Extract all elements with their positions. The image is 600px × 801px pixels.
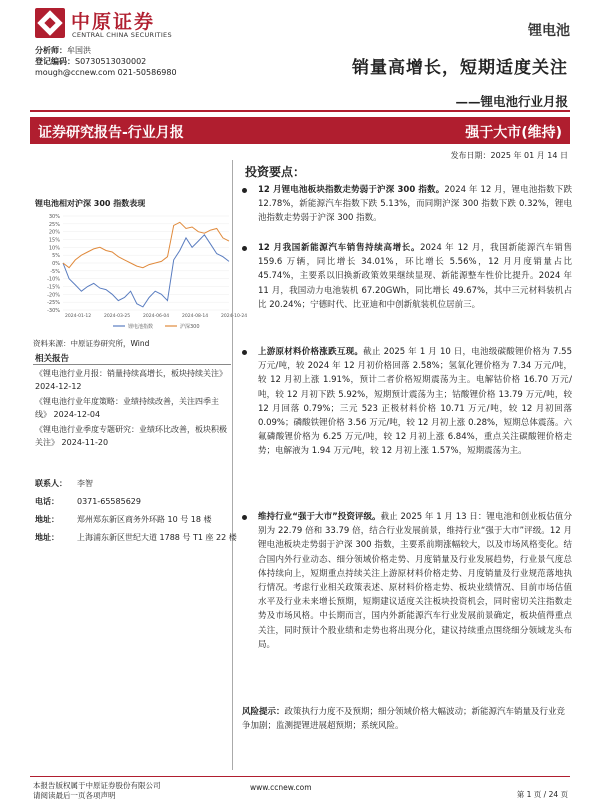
chart-source: 资料来源：中原证券研究所，Wind	[33, 339, 150, 348]
risk-label: 风险提示：	[242, 707, 285, 717]
contact-address-row	[35, 532, 235, 550]
report-subtitle: ——锂电池行业月报	[455, 94, 568, 109]
rating: 强于大市(维持)	[465, 125, 562, 141]
related-title: 相关报告	[35, 354, 70, 364]
highlight-item	[242, 345, 572, 459]
y-tick-label: 15%	[48, 237, 60, 244]
chart-svg	[33, 210, 248, 335]
x-tick-label: 2024-01-12	[65, 314, 92, 319]
address-label: 地址：	[35, 515, 59, 524]
report-title: 销量高增长，短期适度关注	[352, 58, 568, 78]
bullet-icon	[242, 350, 247, 355]
contact-label: 联系人：	[35, 479, 67, 488]
related-report-date: 2024-12-04	[51, 409, 101, 419]
footer-divider	[30, 776, 570, 777]
related-report-item[interactable]	[35, 396, 230, 421]
risk-warning	[242, 705, 572, 733]
title-divider	[30, 110, 570, 112]
reg-label: 登记编码：	[35, 57, 75, 66]
related-report-item[interactable]	[35, 368, 230, 393]
related-list	[35, 368, 230, 452]
page-number: 第 1 页 / 24 页	[516, 790, 568, 799]
y-tick-label: -15%	[47, 284, 60, 291]
highlight-text: 2024 年 12 月，我国新能源汽车销售 159.6 万辆，同比增长 34.01%，环比增长 5.56%，12 月月度销量占比 45.74%，主要系以旧换新政策效果继续显现、新能源整车性价比提升。2024 年 11 月，我国动力电池装机 67.20GWh，同比增长 49.67%，其中三元材料装机占比 20.24%；宁德时代、比亚迪和中创新航装机位居前三。	[258, 243, 572, 310]
highlight-lead: 12 月锂电池板块指数走势弱于沪深 300 指数。	[258, 185, 445, 195]
contact-address-row	[35, 514, 235, 532]
reg-code: S0730513030002	[75, 57, 147, 66]
bullet-icon	[242, 515, 247, 520]
bullet-icon	[242, 188, 247, 193]
x-tick-label: 2024-03-25	[104, 314, 131, 319]
report-type: 证券研究报告-行业月报	[38, 125, 184, 141]
y-tick-label: -10%	[47, 276, 60, 283]
y-tick-label: -5%	[50, 268, 60, 275]
legend-label: 沪深300	[180, 324, 200, 330]
legend-label: 锂电池指数	[128, 324, 154, 330]
highlight-lead: 上游原材料价格涨跌互现。	[258, 347, 364, 357]
highlight-item	[242, 183, 572, 226]
footer-disclaimer	[33, 781, 161, 801]
highlight-text: 截止 2025 年 1 月 13 日：锂电池和创业板估值分别为 22.79 倍和 33.79 倍，结合行业发展前景，维持行业“强于大市”评级。12 月锂电池板块走势弱于沪深 300 指数，主要系前期涨幅较大，以及市场风格变化。结合国内外行业动态、细分领域价格走势、月度销量及行业发展趋势，行业景气度总体持续向上，短期重点持续关注上游原材料价格走势、月度销量及行业规范落地执行情况。考虑行业相关政策表述、原材料价格走势、板块业绩情况、目前市场估值水平及行业未来增长预期，短期建议适度关注板块投资机会，同时密切关注指数走势及市场风格。中长期而言，国内外新能源汽车行业发展前景确定，板块值得重点关注，同时预计个股业绩和走势也将出现分化，建议持续重点围绕细分领域龙头布局。	[258, 512, 572, 650]
footer-notice: 请阅读最后一页各项声明	[33, 791, 116, 800]
related-report-title: 《锂电池行业年度策略：业绩持续改善，关注四季主线》	[35, 397, 219, 419]
related-report-item[interactable]	[35, 424, 230, 449]
related-report-title: 《锂电池行业季度专题研究：业绩环比改善，板块积极关注》	[35, 425, 227, 447]
y-tick-label: -20%	[47, 292, 60, 299]
analyst-info	[35, 45, 177, 78]
related-report-date: 2024-12-12	[35, 381, 82, 391]
x-tick-label: 2024-10-24	[221, 314, 248, 319]
footer-copyright: 本报告版权属于中原证券股份有限公司	[33, 781, 161, 790]
contact-person: 李智	[77, 479, 93, 488]
logo-name: 中原证券	[71, 11, 156, 33]
y-tick-label: 0%	[52, 261, 60, 267]
x-tick-label: 2024-08-14	[182, 314, 209, 319]
y-tick-label: -25%	[47, 300, 60, 307]
sector-tag: 锂电池	[528, 23, 570, 39]
y-tick-label: -30%	[47, 308, 60, 314]
y-tick-label: 20%	[48, 229, 60, 236]
risk-text: 政策执行力度不及预期；细分领域价格大幅波动；新能源汽车销量及行业竞争加剧；监测提锂进展超预期；系统风险。	[242, 707, 566, 731]
contact-person-row	[35, 478, 235, 496]
publish-date: 发布日期：2025 年 01 月 14 日	[450, 151, 568, 160]
phone-label: 电话：	[35, 497, 59, 506]
bullet-icon	[242, 246, 247, 251]
analyst-name: 牟国洪	[67, 46, 91, 55]
y-tick-label: 30%	[48, 214, 60, 220]
y-tick-label: 10%	[48, 245, 60, 252]
logo-mark-icon	[35, 8, 65, 38]
highlights-title: 投资要点：	[245, 165, 306, 179]
related-report-title: 《锂电池行业月报：销量持续高增长，板块持续关注》	[35, 369, 227, 378]
performance-chart	[33, 210, 248, 335]
contact-phone-row	[35, 496, 235, 514]
y-tick-label: 5%	[52, 253, 60, 260]
related-divider	[33, 364, 231, 365]
analyst-label: 分析师：	[35, 46, 67, 55]
highlight-item	[242, 241, 572, 312]
analyst-contact: mough@ccnew.com 021-50586980	[35, 68, 177, 77]
logo-english: CENTRAL CHINA SECURITIES	[72, 31, 172, 39]
x-tick-label: 2024-06-04	[143, 314, 170, 319]
highlight-item	[242, 510, 572, 652]
contact-address-2: 上海浦东新区世纪大道 1788 号 T1 座 22 楼	[77, 533, 237, 542]
contact-address-1: 郑州郑东新区商务外环路 10 号 18 楼	[77, 515, 212, 524]
company-logo	[35, 6, 195, 44]
series-line	[63, 222, 229, 267]
address-label: 地址：	[35, 533, 59, 542]
highlight-lead: 维持行业“强于大市”投资评级。	[258, 512, 381, 522]
report-banner	[30, 117, 570, 144]
related-report-date: 2024-11-20	[59, 437, 109, 447]
highlight-lead: 12 月我国新能源汽车销售持续高增长。	[258, 243, 421, 253]
footer-website[interactable]: www.ccnew.com	[250, 783, 312, 792]
y-tick-label: 25%	[48, 221, 60, 228]
contact-phone: 0371-65585629	[77, 497, 141, 506]
highlight-text: 2024 年 12 月，锂电池指数下跌 12.78%，新能源汽车指数下跌 5.13%，而同期沪深 300 指数下跌 0.32%，锂电池指数走势弱于沪深 300 指数。	[258, 185, 573, 224]
contact-block	[35, 478, 235, 550]
chart-title: 锂电池相对沪深 300 指数表现	[35, 199, 146, 208]
highlight-text: 截止 2025 年 1 月 10 日，电池级碳酸锂价格为 7.55 万元/吨，较 2024 年 12 月初价格回落 2.58%；氢氧化锂价格为 7.34 万元/吨，较 12 月初上涨 1.91%，预计二者价格短期震荡为主。电解钴价格 16.70 万元/吨，较 12 月初下跌 5.92%，短期预计震荡为主；钴酸锂价格 13.79 万元/吨，较 12 月回落 0.79%；三元 523 正极材料价格 10.71 万元/吨，较 12 月初回落 0.09%；磷酸铁锂价格 3.56 万元/吨，较 12 月初上涨 0.28%，短期总体震荡。六氟磷酸锂价格为 6.25 万元/吨，较 12 月初上涨 6.84%，重点关注碳酸锂价格走势；电解液为 1.94 万元/吨，较 12 月初上涨 1.57%，短期震荡为主。	[258, 347, 572, 457]
